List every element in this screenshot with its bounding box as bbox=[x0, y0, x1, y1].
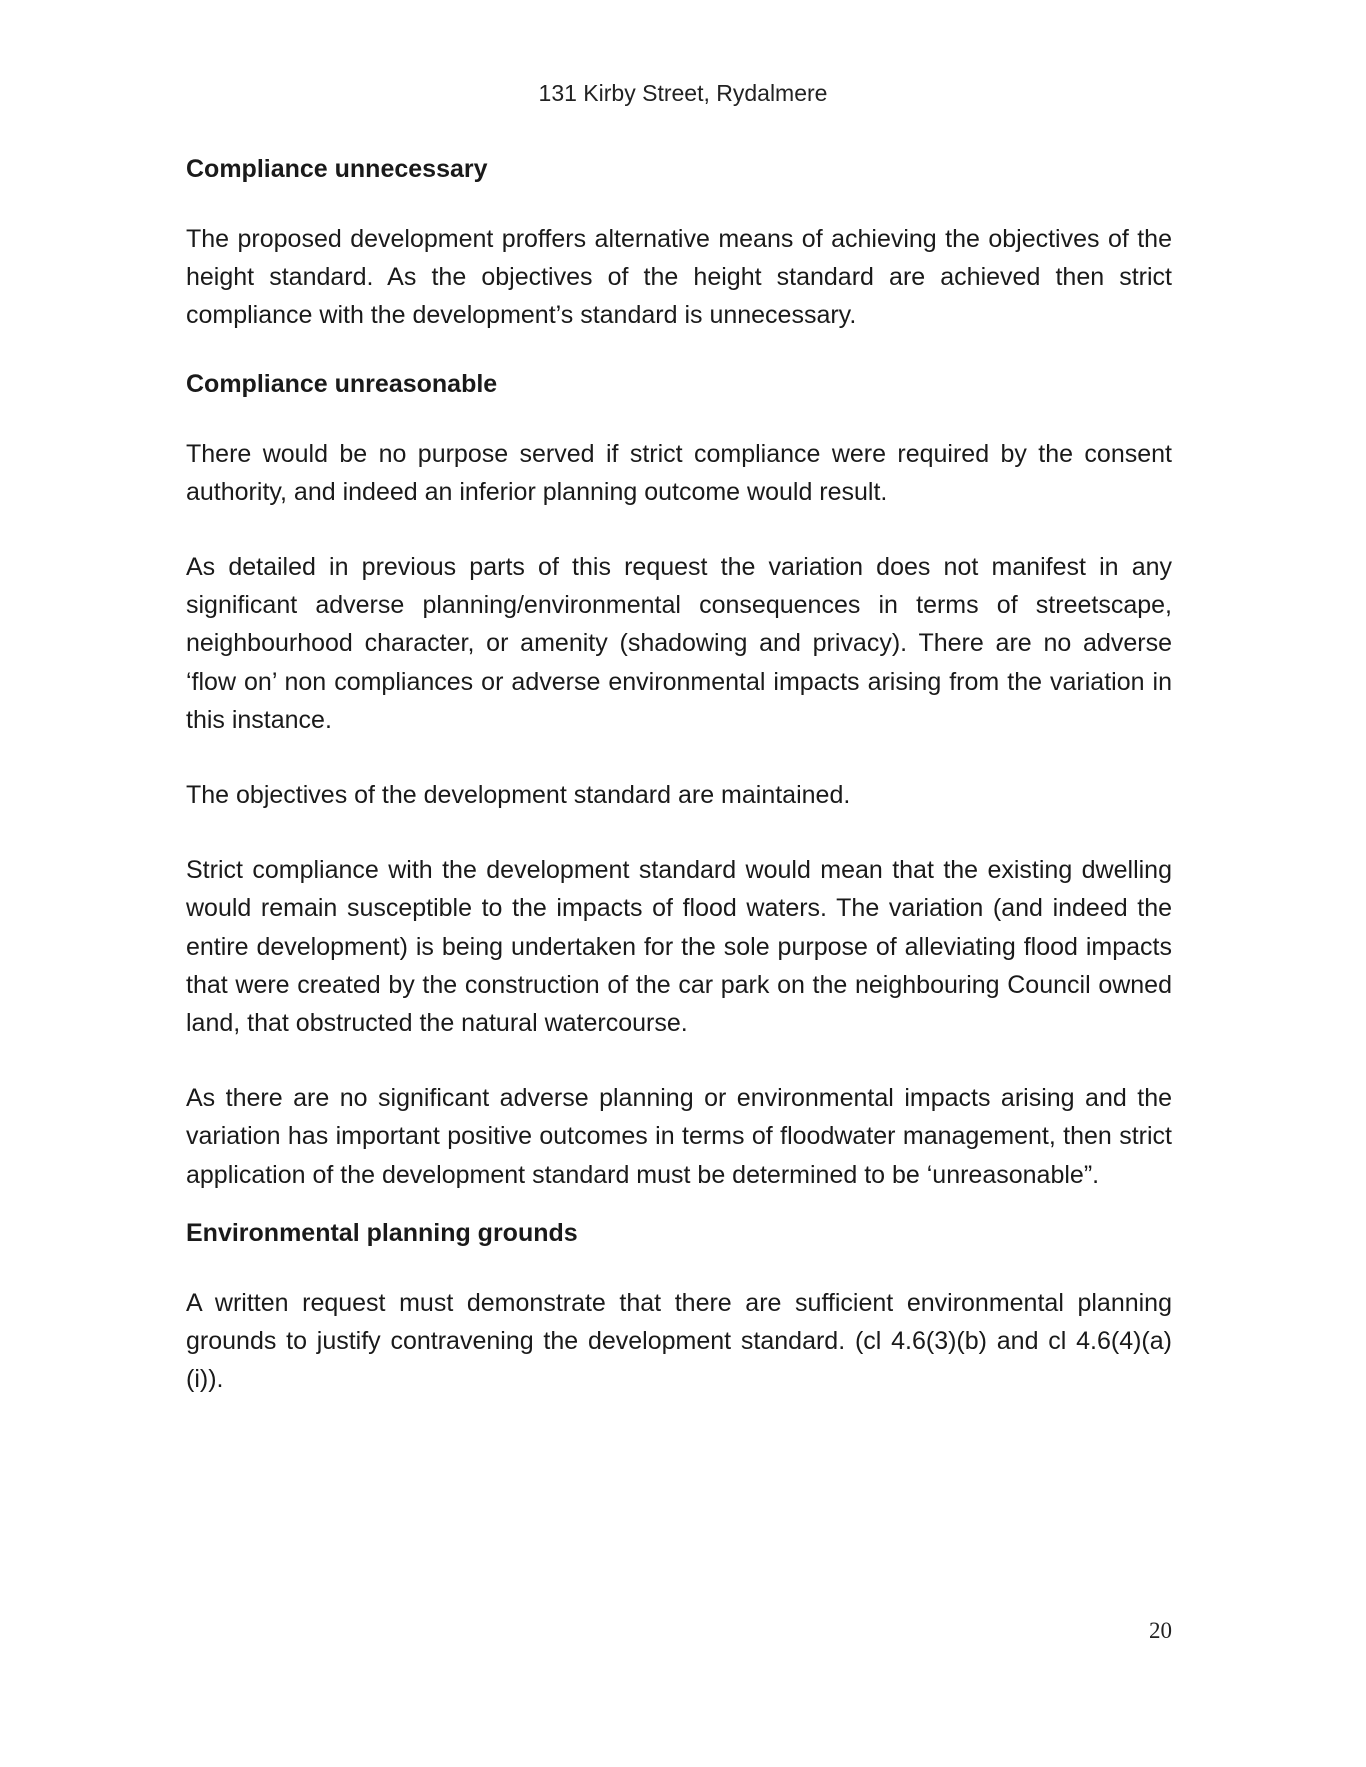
heading-compliance-unreasonable: Compliance unreasonable bbox=[186, 369, 498, 398]
heading-environmental-planning-grounds: Environmental planning grounds bbox=[186, 1218, 578, 1247]
paragraph-unreasonable-1: There would be no purpose served if strict compliance were required by the consent authority, and indeed an inferior planning outcome would result. bbox=[186, 439, 1172, 506]
paragraph-compliance-unnecessary: The proposed development proffers alternative means of achieving the objectives of the height standard. As the objectives of the height standard are achieved then strict compliance with the development’s standard is unnecessary. bbox=[186, 225, 1172, 330]
heading-compliance-unnecessary: Compliance unnecessary bbox=[186, 155, 488, 183]
page-content bbox=[186, 150, 1172, 1398]
paragraph-environmental-planning-grounds: A written request must demonstrate that there are sufficient environmental planning grounds to justify contravening the development standard. (cl 4.6(3)(b) and cl 4.6(4)(a)(i)). bbox=[186, 1288, 1172, 1394]
paragraph-unreasonable-3: The objectives of the development standard are maintained. bbox=[186, 781, 851, 810]
paragraph-unreasonable-2: As detailed in previous parts of this request the variation does not manifest in any significant adverse planning/environmental consequences in terms of streetscape, neighbourhood character, or amenity (shadowing and privacy). There are no adverse ‘flow on’ non compliances or adverse environmental impacts arising from the variation in this instance. bbox=[186, 553, 1172, 734]
page-number: 20 bbox=[1149, 1618, 1172, 1643]
paragraph-unreasonable-4: Strict compliance with the development standard would mean that the existing dwelling would remain susceptible to the impacts of flood waters. The variation (and indeed the entire development) is being undertaken for the sole purpose of alleviating flood impacts that were created by the construction of the car park on the neighbouring Council owned land, that obstructed the natural watercourse. bbox=[186, 856, 1172, 1038]
paragraph-unreasonable-5: As there are no significant adverse planning or environmental impacts arising and the variation has important positive outcomes in terms of floodwater management, then strict application of the development standard must be determined to be ‘unreasonable”. bbox=[186, 1084, 1172, 1189]
running-header: 131 Kirby Street, Rydalmere bbox=[538, 80, 828, 106]
